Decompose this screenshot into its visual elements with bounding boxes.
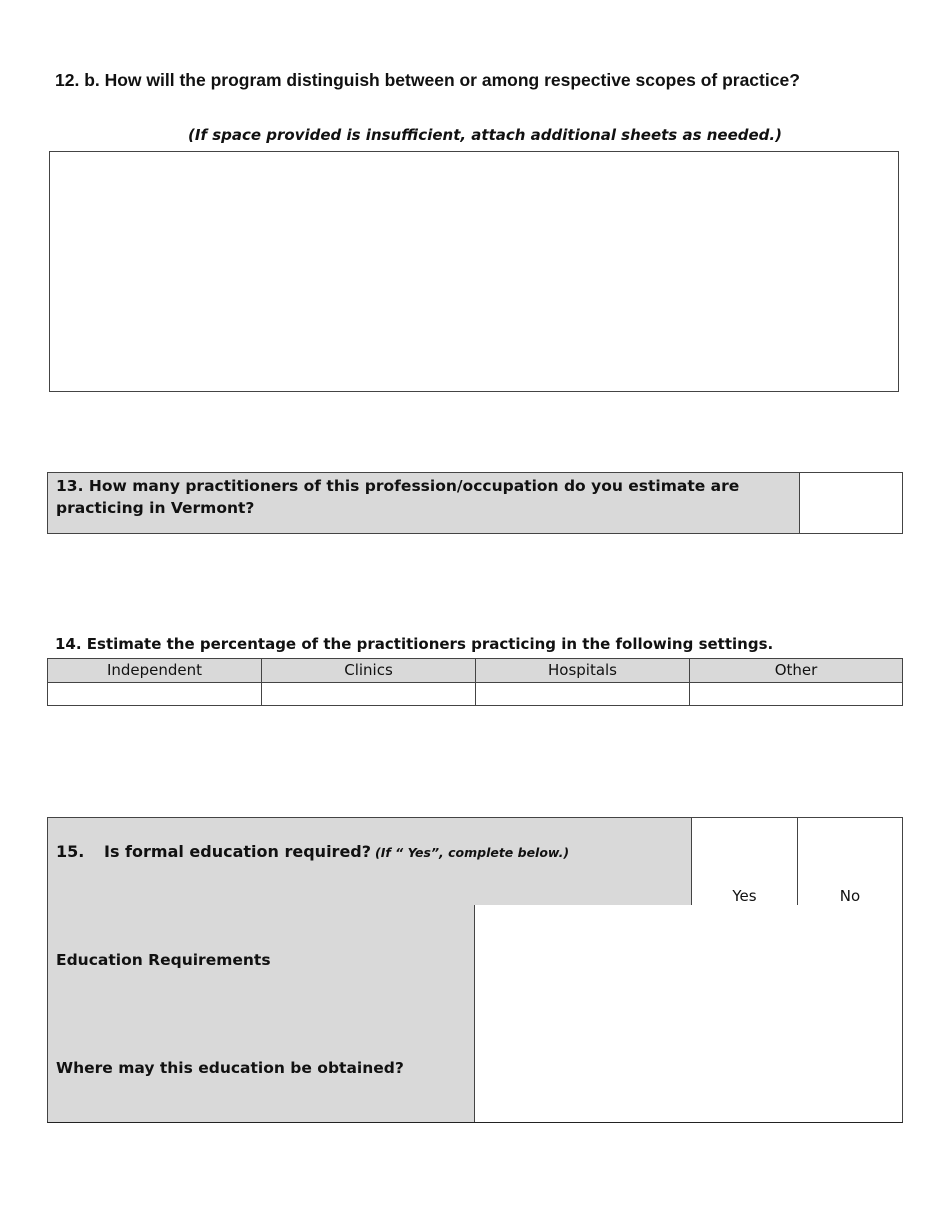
question-15-text xyxy=(104,842,569,861)
question-15-header-row xyxy=(48,818,902,906)
hospitals-percentage-field[interactable] xyxy=(476,683,690,705)
question-15-number: 15. xyxy=(56,842,85,861)
question-13-answer-field[interactable] xyxy=(800,473,902,533)
question-15-table xyxy=(47,817,903,1123)
column-header-hospitals: Hospitals xyxy=(476,659,690,683)
question-15-label xyxy=(48,818,692,905)
question-12-answer-box[interactable] xyxy=(49,151,899,392)
education-location-label: Where may this education be obtained? xyxy=(48,1014,475,1122)
education-requirements-row xyxy=(48,905,902,1015)
question-14-title: 14. Estimate the percentage of the practitioners practicing in the following settings. xyxy=(55,635,774,653)
clinics-percentage-field[interactable] xyxy=(262,683,476,705)
education-location-row xyxy=(48,1014,902,1122)
question-13-label: 13. How many practitioners of this profession/occupation do you estimate are practicing in Vermont? xyxy=(48,473,800,533)
question-12-title: 12. b. How will the program distinguish between or among respective scopes of practice? xyxy=(55,70,800,90)
column-header-clinics: Clinics xyxy=(262,659,476,683)
other-percentage-field[interactable] xyxy=(690,683,902,705)
no-checkbox-cell[interactable] xyxy=(798,818,902,905)
education-requirements-field[interactable] xyxy=(475,905,902,1014)
question-15-subnote: (If “ Yes”, complete below.) xyxy=(375,845,570,860)
question-12-note: (If space provided is insufficient, attach additional sheets as needed.) xyxy=(188,126,782,144)
question-13-table xyxy=(47,472,903,534)
education-location-field[interactable] xyxy=(475,1014,902,1122)
yes-label: Yes xyxy=(732,887,757,905)
column-header-other: Other xyxy=(690,659,902,683)
yes-checkbox-cell[interactable] xyxy=(692,818,798,905)
column-header-independent: Independent xyxy=(48,659,262,683)
no-label: No xyxy=(839,887,861,905)
question-15-question: Is formal education required? xyxy=(104,842,372,861)
independent-percentage-field[interactable] xyxy=(48,683,262,705)
education-requirements-label: Education Requirements xyxy=(48,905,475,1014)
question-14-settings-table xyxy=(47,658,903,706)
